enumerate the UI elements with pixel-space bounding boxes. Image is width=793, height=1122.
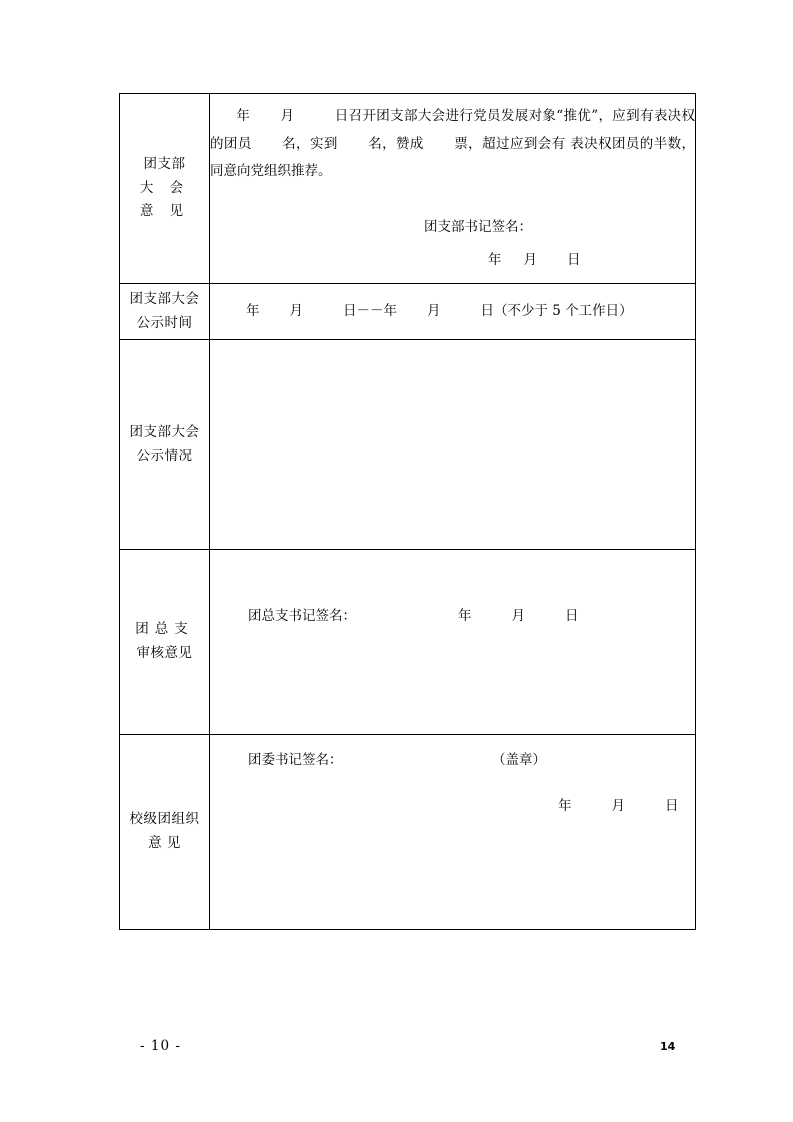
label-line: 团总支 (135, 621, 194, 638)
date-year: 年 (458, 608, 472, 624)
date-month: 月 (511, 608, 525, 624)
recommendation-form-table (119, 93, 696, 930)
date-day: 日 (665, 798, 679, 814)
branch-secretary-signature-label: 团支部书记签名： (424, 219, 532, 235)
label-line: 审核意见 (136, 645, 193, 661)
label-line: 意 见 (148, 835, 181, 851)
label-line: 意 见 (139, 203, 190, 220)
row-label-branch-meeting-opinion (120, 94, 210, 284)
label-line: 公示情况 (136, 447, 193, 464)
row-body-branch-meeting-opinion (210, 94, 696, 284)
row-body-publicity-time (210, 284, 696, 340)
table-row (120, 284, 696, 340)
publicity-day-2-note: 日（不少于 5 个工作日） (480, 303, 633, 319)
school-league-date-line (558, 793, 679, 820)
label-line: 团支部大会 (129, 290, 200, 307)
table-row (120, 550, 696, 735)
row-label-general-branch-review (120, 550, 210, 735)
paragraph-month: 月 (280, 107, 295, 124)
footer-page-number: 14 (660, 1040, 676, 1053)
paragraph-text-3: 名，实到 (281, 135, 338, 152)
label-line: 校级团组织 (129, 811, 200, 828)
date-day: 日 (565, 608, 579, 624)
date-day: 日 (567, 252, 581, 268)
label-line: 大 会 (139, 179, 190, 196)
footer-page-label: - 10 - (140, 1038, 181, 1054)
publicity-month: 月 (289, 303, 303, 319)
row-label-publicity-time (120, 284, 210, 340)
league-committee-signature-label: 团委书记签名： (248, 752, 343, 768)
publicity-day-range: 日－－年 (343, 303, 397, 319)
row-label-publicity-result (120, 340, 210, 550)
publicity-year: 年 (246, 303, 260, 319)
row-label-school-youth-league-opinion (120, 735, 210, 930)
branch-meeting-date-line (210, 247, 695, 274)
branch-meeting-paragraph (210, 103, 695, 186)
seal-note: （盖章） (492, 752, 546, 768)
date-year: 年 (488, 252, 502, 268)
label-line: 团支部大会 (129, 423, 200, 440)
paragraph-text-4: 名，赞成 (367, 135, 424, 152)
general-branch-secretary-signature-label: 团总支书记签名： (248, 608, 356, 624)
paragraph-text-2: 到有表决权的团员 (210, 107, 696, 152)
date-year: 年 (558, 798, 572, 814)
table-row (120, 735, 696, 930)
date-month: 月 (523, 252, 537, 268)
paragraph-text-1: 日召开团支部大会进行党员发展对象“推优”，应 (334, 107, 627, 124)
label-line: 团支部 (143, 156, 186, 173)
paragraph-year: 年 (236, 107, 251, 124)
publicity-month-2: 月 (427, 303, 441, 319)
label-line: 公示时间 (136, 314, 193, 331)
general-branch-signature-line (248, 603, 579, 630)
row-body-publicity-result[interactable] (210, 340, 696, 550)
table-row (120, 340, 696, 550)
row-body-general-branch-review (210, 550, 696, 735)
date-month: 月 (611, 798, 625, 814)
row-body-school-youth-league-opinion (210, 735, 696, 930)
table-row (120, 94, 696, 284)
paragraph-text-6: 有 表决权团员的半数，同意向党组织推荐。 (210, 135, 696, 180)
paragraph-text-5: 票，超过应到会 (453, 135, 552, 152)
